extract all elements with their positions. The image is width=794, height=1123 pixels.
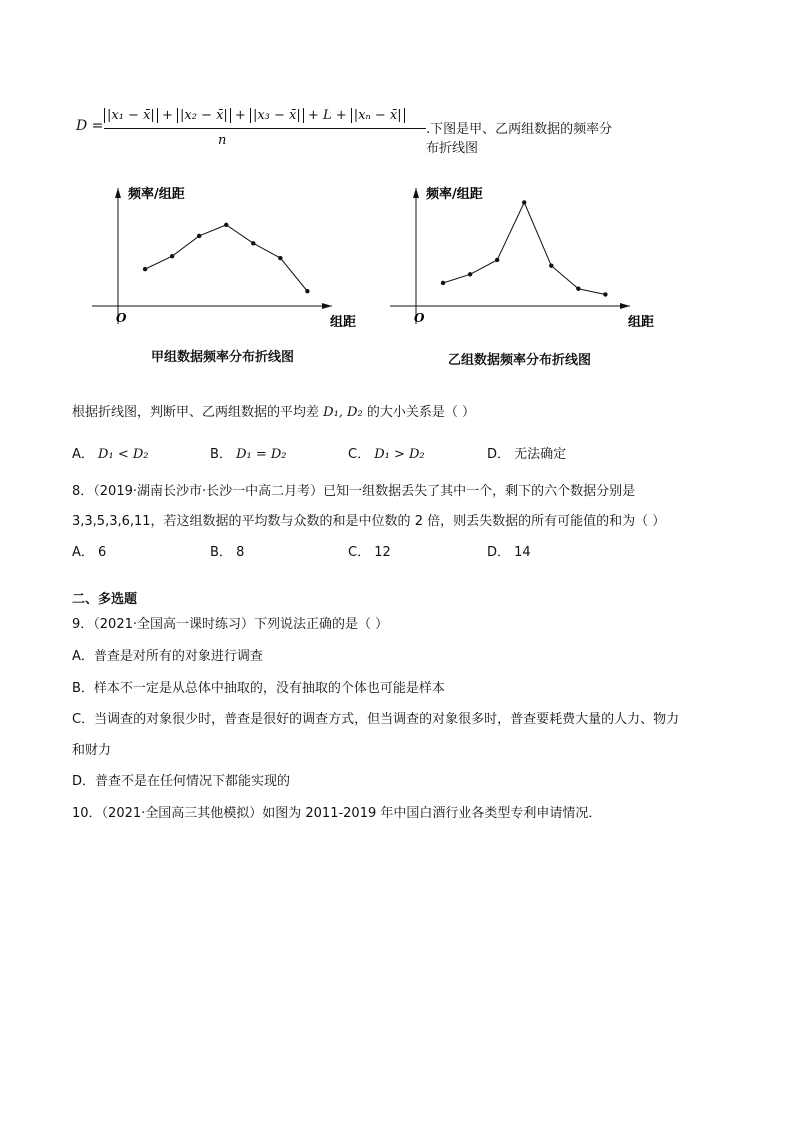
- q8-option-b[interactable]: [210, 541, 244, 560]
- option-text: 无法确定: [514, 447, 567, 462]
- q8-option-c[interactable]: [348, 541, 391, 560]
- data-point: [441, 281, 445, 285]
- origin-label: O: [414, 311, 425, 325]
- q9-option-b[interactable]: B．样本不一定是从总体中抽取的，没有抽取的个体也可能是样本: [72, 681, 445, 696]
- chart-jia: [86, 180, 376, 340]
- data-point: [603, 292, 607, 296]
- option-letter: C．: [348, 447, 371, 462]
- formula-plus: +: [234, 108, 246, 123]
- q7-stem-tail: 的大小关系是（ ）: [366, 405, 475, 420]
- data-point: [170, 254, 174, 258]
- q9-option-c[interactable]: C．当调查的对象很少时，普查是很好的调查方式，但当调查的对象很多时，普查要耗费大量的人力、物力: [72, 712, 680, 727]
- q7-option-c[interactable]: [348, 443, 425, 462]
- q9-option-c-continued: 和财力: [72, 743, 112, 758]
- option-text: D₁ = D₂: [236, 447, 287, 462]
- chart-yi: [384, 180, 674, 340]
- q9-stem: 9．（2021·全国高一课时练习）下列说法正确的是（ ）: [72, 617, 389, 632]
- data-point: [278, 256, 282, 260]
- option-letter: A．: [72, 545, 94, 560]
- formula-term-2: |x₂ − x̄|: [177, 108, 231, 123]
- formula-plus: +: [335, 108, 347, 123]
- data-point: [468, 272, 472, 276]
- formula-lhs: D =: [76, 118, 104, 134]
- option-text: 6: [98, 545, 107, 560]
- series-line: [443, 202, 605, 294]
- chart-yi-title: 乙组数据频率分布折线图: [448, 353, 592, 368]
- x-axis-label: 组距: [330, 315, 357, 330]
- x-axis-label: 组距: [628, 315, 655, 330]
- data-point: [224, 223, 228, 227]
- origin-label: O: [116, 311, 127, 325]
- formula-denominator: n: [218, 133, 227, 148]
- q9-option-d[interactable]: D．普查不是在任何情况下都能实现的: [72, 774, 291, 789]
- formula-ellipsis: L: [322, 108, 332, 123]
- y-axis-arrow: [115, 188, 121, 198]
- q7-stem: [72, 401, 475, 420]
- fraction-bar: [104, 128, 426, 129]
- option-text: 14: [514, 545, 531, 560]
- q7-option-d[interactable]: [487, 443, 566, 462]
- section-heading-multiple-choice: 二、多选题: [72, 592, 138, 607]
- chart-jia-title: 甲组数据频率分布折线图: [151, 350, 295, 365]
- option-letter: B．: [210, 447, 232, 462]
- data-point: [576, 287, 580, 291]
- q7-stem-text: 根据折线图，判断甲、乙两组数据的平均差: [72, 405, 320, 420]
- formula-tail-text: .下图是甲、乙两组数据的频率分布折线图: [426, 122, 613, 156]
- formula-numerator: [104, 108, 405, 123]
- option-text: D₁ < D₂: [98, 447, 149, 462]
- data-point: [522, 200, 526, 204]
- data-point: [549, 264, 553, 268]
- option-text: 12: [374, 545, 391, 560]
- option-text: 8: [236, 545, 245, 560]
- q8-line-2: 3,3,5,3,6,11，若这组数据的平均数与众数的和是中位数的 2 倍，则丢失数据的所有可能值的和为（ ）: [72, 514, 666, 529]
- option-letter: C．: [348, 545, 371, 560]
- option-text: D₁ > D₂: [374, 447, 425, 462]
- data-point: [495, 258, 499, 262]
- y-axis-label: 频率/组距: [128, 187, 185, 202]
- y-axis-label: 频率/组距: [426, 187, 483, 202]
- x-axis-arrow: [620, 303, 630, 309]
- data-point: [197, 234, 201, 238]
- series-line: [145, 225, 307, 291]
- q7-option-b[interactable]: [210, 443, 287, 462]
- q7-option-a[interactable]: [72, 443, 148, 462]
- q8-option-d[interactable]: [487, 541, 531, 560]
- formula-term-n: |xₙ − x̄|: [351, 108, 405, 123]
- x-axis-arrow: [322, 303, 332, 309]
- option-letter: A．: [72, 447, 94, 462]
- formula-plus: +: [161, 108, 173, 123]
- q8-option-a[interactable]: [72, 541, 106, 560]
- option-letter: D．: [487, 447, 511, 462]
- option-letter: B．: [210, 545, 232, 560]
- q10-stem: 10．（2021·全国高三其他模拟）如图为 2011-2019 年中国白酒行业各类型专利申请情况．: [72, 806, 602, 821]
- formula-plus: +: [307, 108, 319, 123]
- q8-line-1: 8．（2019·湖南长沙市·长沙一中高二月考）已知一组数据丢失了其中一个，剩下的六个数据分别是: [72, 484, 636, 499]
- data-point: [251, 241, 255, 245]
- q9-option-a[interactable]: A．普查是对所有的对象进行调查: [72, 649, 263, 664]
- formula-term-1: |x₁ − x̄|: [104, 108, 158, 123]
- data-point: [305, 289, 309, 293]
- formula-term-3: |x₃ − x̄|: [250, 108, 304, 123]
- y-axis-arrow: [413, 188, 419, 198]
- option-letter: D．: [487, 545, 511, 560]
- mean-deviation-formula: [76, 108, 616, 156]
- data-point: [143, 267, 147, 271]
- q7-stem-vars: D₁, D₂: [323, 405, 363, 420]
